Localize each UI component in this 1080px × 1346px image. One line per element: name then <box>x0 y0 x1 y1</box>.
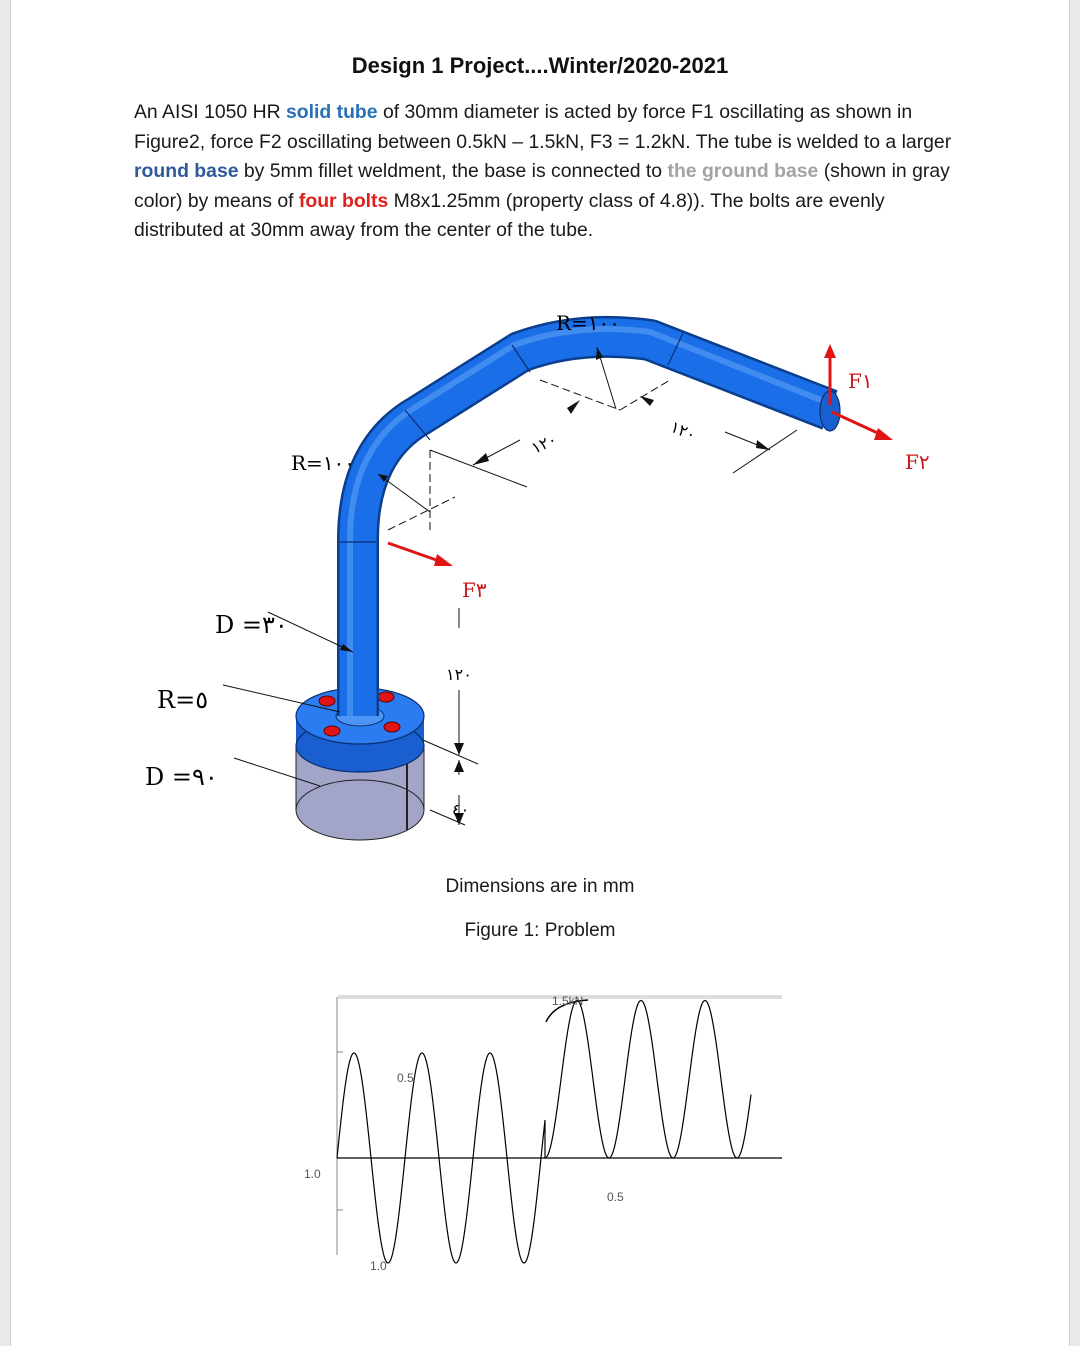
caption-units: Dimensions are in mm <box>445 876 635 897</box>
text-segment: by 5mm fillet weldment, the base is connected to <box>238 160 668 183</box>
label-r-left: R=۱۰۰ <box>291 451 356 475</box>
label-dim40: ٤۰ <box>452 800 470 819</box>
force-curve <box>337 1001 751 1264</box>
text-segment: An AISI 1050 HR <box>134 101 286 123</box>
label-f2: F۲ <box>905 450 930 474</box>
label-r5: R=٥ <box>157 686 209 714</box>
label-dim120-right: ۱۲۰ <box>667 417 699 445</box>
mid-label: 0.5 <box>397 1071 414 1085</box>
label-f1: F۱ <box>848 369 873 393</box>
label-dim120-vert: ۱۲۰ <box>446 665 472 684</box>
figure-1-caption: Figure 1: Problem <box>464 920 616 941</box>
text-segment: of 30mm diameter is acted by force F1 oscillating as shown in Figure2, force F2 oscillating between 0.5kN – 1.5kN, F3 = 1.2kN. The tube is welded to a larger <box>134 101 952 153</box>
text-segment: M8x1.25mm (property class of 4.8)). The bolts are evenly distributed at 30mm away from the center of the tube. <box>134 189 885 242</box>
text-segment: (shown in gray color) by means of <box>134 160 950 212</box>
label-f3: F۳ <box>462 578 487 602</box>
document-title: Design 1 Project....Winter/2020-2021 <box>351 53 729 78</box>
bottom-mid-label: 0.5 <box>607 1190 624 1204</box>
label-r-top: R=۱۰۰ <box>556 311 621 335</box>
label-d30: D =۳۰ <box>215 611 288 639</box>
highlight-blue: solid tube <box>285 101 378 123</box>
label-d90: D =۹۰ <box>145 763 218 791</box>
label-dim120-mid: ۱۲۰ <box>528 429 560 458</box>
left-label: 1.0 <box>304 1167 321 1181</box>
highlight-red: four bolts <box>298 189 389 212</box>
bottom-left-label: 1.0 <box>370 1259 387 1273</box>
peak-label: 1.5kN <box>552 994 584 1008</box>
highlight-navy: round base <box>134 160 239 183</box>
highlight-gray: the ground base <box>667 160 819 183</box>
